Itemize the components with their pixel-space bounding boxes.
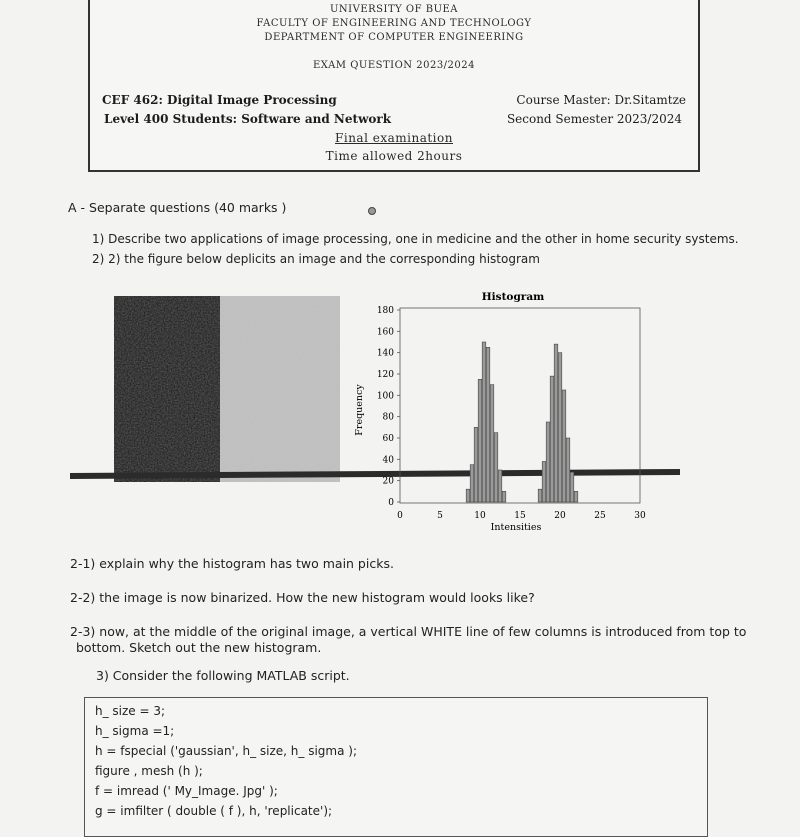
x-tick-label: 5	[437, 511, 443, 521]
sample-image	[114, 296, 340, 482]
y-tick-label: 120	[376, 370, 394, 380]
exam-type: Final examination	[335, 131, 453, 145]
y-tick-label: 40	[382, 455, 394, 466]
histogram-bar	[490, 385, 494, 502]
department-name: DEPARTMENT OF COMPUTER ENGINEERING	[264, 32, 524, 43]
y-tick-label: 180	[376, 306, 394, 316]
histogram-bar	[546, 422, 550, 502]
section-title: A - Separate questions (40 marks )	[68, 200, 287, 215]
code-line: h_ size = 3;	[95, 704, 166, 718]
faculty-name: FACULTY OF ENGINEERING AND TECHNOLOGY	[256, 18, 532, 29]
histogram-bar	[474, 427, 478, 502]
y-tick-label: 100	[376, 391, 394, 402]
histogram-bar	[470, 465, 474, 502]
y-tick-label: 60	[382, 434, 394, 444]
question-2-3-line1: 2-3) now, at the middle of the original image, a vertical WHITE line of few columns is introduced from top to	[70, 624, 747, 639]
histogram-bar	[562, 390, 566, 502]
histogram-bar	[570, 472, 574, 502]
question-2: 2) 2) the figure below deplicits an image and the corresponding histogram	[92, 252, 540, 266]
semester: Second Semester 2023/2024	[506, 112, 682, 126]
y-tick-label: 160	[376, 327, 394, 338]
x-tick-label: 0	[397, 511, 403, 521]
y-tick-label: 140	[376, 348, 394, 359]
code-line: figure , mesh (h );	[95, 764, 203, 778]
dot-mark	[368, 207, 376, 215]
course-code: CEF 462: Digital Image Processing	[102, 93, 337, 107]
question-2-1: 2-1) explain why the histogram has two main picks.	[70, 556, 394, 571]
histogram-bar	[574, 491, 578, 502]
x-tick-label: 15	[514, 511, 526, 521]
histogram-bar	[466, 489, 470, 502]
x-tick-label: 25	[594, 511, 606, 521]
code-line: g = imfilter ( double ( f ), h, 'replicate');	[95, 804, 333, 818]
question-3: 3) Consider the following MATLAB script.	[96, 668, 350, 683]
course-master: Course Master: Dr.Sitamtze	[516, 93, 686, 107]
figure-image-histogram	[70, 280, 690, 542]
y-axis-label: Frequency	[354, 384, 365, 436]
histogram-bar	[486, 347, 490, 502]
histogram-bar	[566, 438, 570, 502]
matlab-code-box	[84, 697, 708, 837]
x-tick-label: 20	[554, 511, 566, 521]
y-tick-label: 20	[382, 476, 394, 487]
scan-artifact-line	[70, 472, 680, 476]
code-line: f = imread (' My_Image. Jpg' );	[95, 784, 278, 798]
x-tick-label: 30	[634, 511, 646, 521]
histogram-bar	[538, 489, 542, 502]
histogram-bar	[494, 433, 498, 502]
x-axis-label: Intensities	[490, 522, 542, 533]
histogram-bar	[482, 342, 486, 502]
histogram-bar	[550, 376, 554, 502]
code-line: h_ sigma =1;	[95, 724, 175, 738]
university-name: UNIVERSITY OF BUEA	[329, 4, 459, 15]
histogram-bar	[498, 470, 502, 502]
code-line: h = fspecial ('gaussian', h_ size, h_ sigma );	[95, 744, 358, 758]
exam-header	[88, 0, 700, 172]
histogram-bar	[558, 353, 562, 502]
x-tick-label: 10	[474, 511, 486, 521]
histogram-bar	[542, 461, 546, 502]
histogram-bar	[554, 344, 558, 502]
histogram-bar	[502, 491, 506, 502]
exam-title: EXAM QUESTION 2023/2024	[313, 60, 475, 71]
question-2-3-line2: bottom. Sketch out the new histogram.	[76, 640, 322, 655]
y-tick-label: 0	[388, 498, 394, 508]
time-allowed: Time allowed 2hours	[325, 149, 463, 163]
histogram-bar	[478, 379, 482, 502]
question-1: 1) Describe two applications of image processing, one in medicine and the other in home security systems.	[92, 232, 739, 246]
chart-title: Histogram	[481, 291, 545, 303]
question-2-2: 2-2) the image is now binarized. How the new histogram would looks like?	[70, 590, 535, 605]
histogram-chart	[354, 291, 646, 533]
level-info: Level 400 Students: Software and Network	[104, 112, 392, 126]
y-tick-label: 80	[382, 412, 394, 423]
